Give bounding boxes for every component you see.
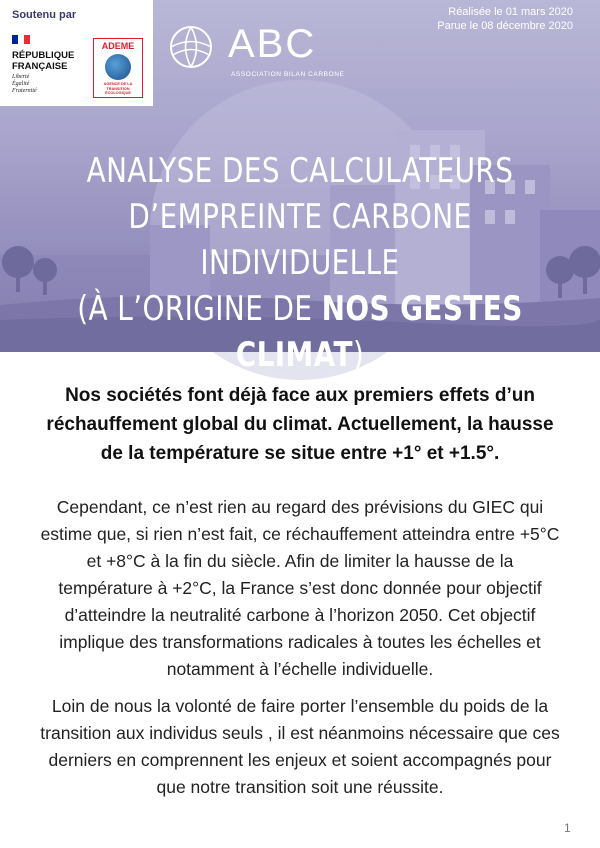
ademe-sub-line: AGENCE DE LA (103, 82, 133, 86)
sponsor-box (0, 0, 153, 106)
lead-paragraph: Nos sociétés font déjà face aux premiers effets d’un réchauffement global du climat. Actuellement, la hausse de la température se situe entre +1° et +1.5°. (46, 385, 554, 464)
document-title (54, 148, 546, 378)
motto-egalite: Égalité (12, 81, 30, 87)
page-number: 1 (564, 821, 571, 835)
ademe-sub-line: ÉCOLOGIQUE (105, 91, 131, 95)
title-line-1: ANALYSE DES CALCULATEURS (86, 151, 514, 191)
globe-icon (105, 54, 131, 80)
globe-logo-icon (168, 24, 214, 70)
ademe-sub-line: TRANSITION (106, 86, 130, 91)
title-line-2: D’EMPREINTE CARBONE INDIVIDUELLE (128, 197, 472, 283)
sponsor-label: Soutenu par (12, 9, 77, 21)
francaise-line: FRANÇAISE (12, 61, 68, 72)
title-line-3-suffix: ) (352, 335, 365, 375)
title-line-3-prefix: (À L’ORIGINE DE (77, 289, 322, 329)
published-date: Parue le 08 décembre 2020 (437, 20, 573, 32)
motto-liberte: Liberté (12, 74, 30, 80)
title-line-3-bold: NOS GESTES CLIMAT (235, 289, 523, 375)
ademe-logo (93, 38, 143, 98)
publication-dates (437, 5, 573, 33)
republique-francaise-logo (12, 50, 74, 72)
cover-banner (0, 0, 600, 375)
body-paragraph-2: Loin de nous la volonté de faire porter l’ensemble du poids de la transition aux individus seuls , il est néanmoins nécessaire que ces derniers en comprennent les enjeux et soient accompagnés pour que notre transition soit une réussite. (40, 696, 560, 797)
republique-line: RÉPUBLIQUE (12, 50, 75, 61)
ademe-title: ADEME (101, 41, 135, 51)
abc-logo-subtitle: ASSOCIATION BILAN CARBONE (231, 71, 345, 78)
republic-motto (12, 74, 37, 95)
ademe-subtitle (94, 82, 142, 96)
body-paragraph-1: Cependant, ce n’est rien au regard des prévisions du GIEC qui estime que, si rien n’est fait, ce réchauffement atteindra entre +5°C et +8°C à la fin du siècle. Afin de limiter la hausse de la température à +2°C, la France s’est donc donnée pour objectif d’atteindre la neutralité carbone à l’horizon 2050. Cet objectif implique des transformations radicales à toutes les échelles et notamment à l’échelle individuelle. (40, 497, 560, 679)
abc-logo-text: ABC (228, 22, 317, 66)
title-line-3 (54, 286, 546, 378)
french-flag-icon (12, 35, 30, 44)
motto-fraternite: Fraternité (12, 88, 37, 94)
realised-date: Réalisée le 01 mars 2020 (448, 6, 573, 18)
